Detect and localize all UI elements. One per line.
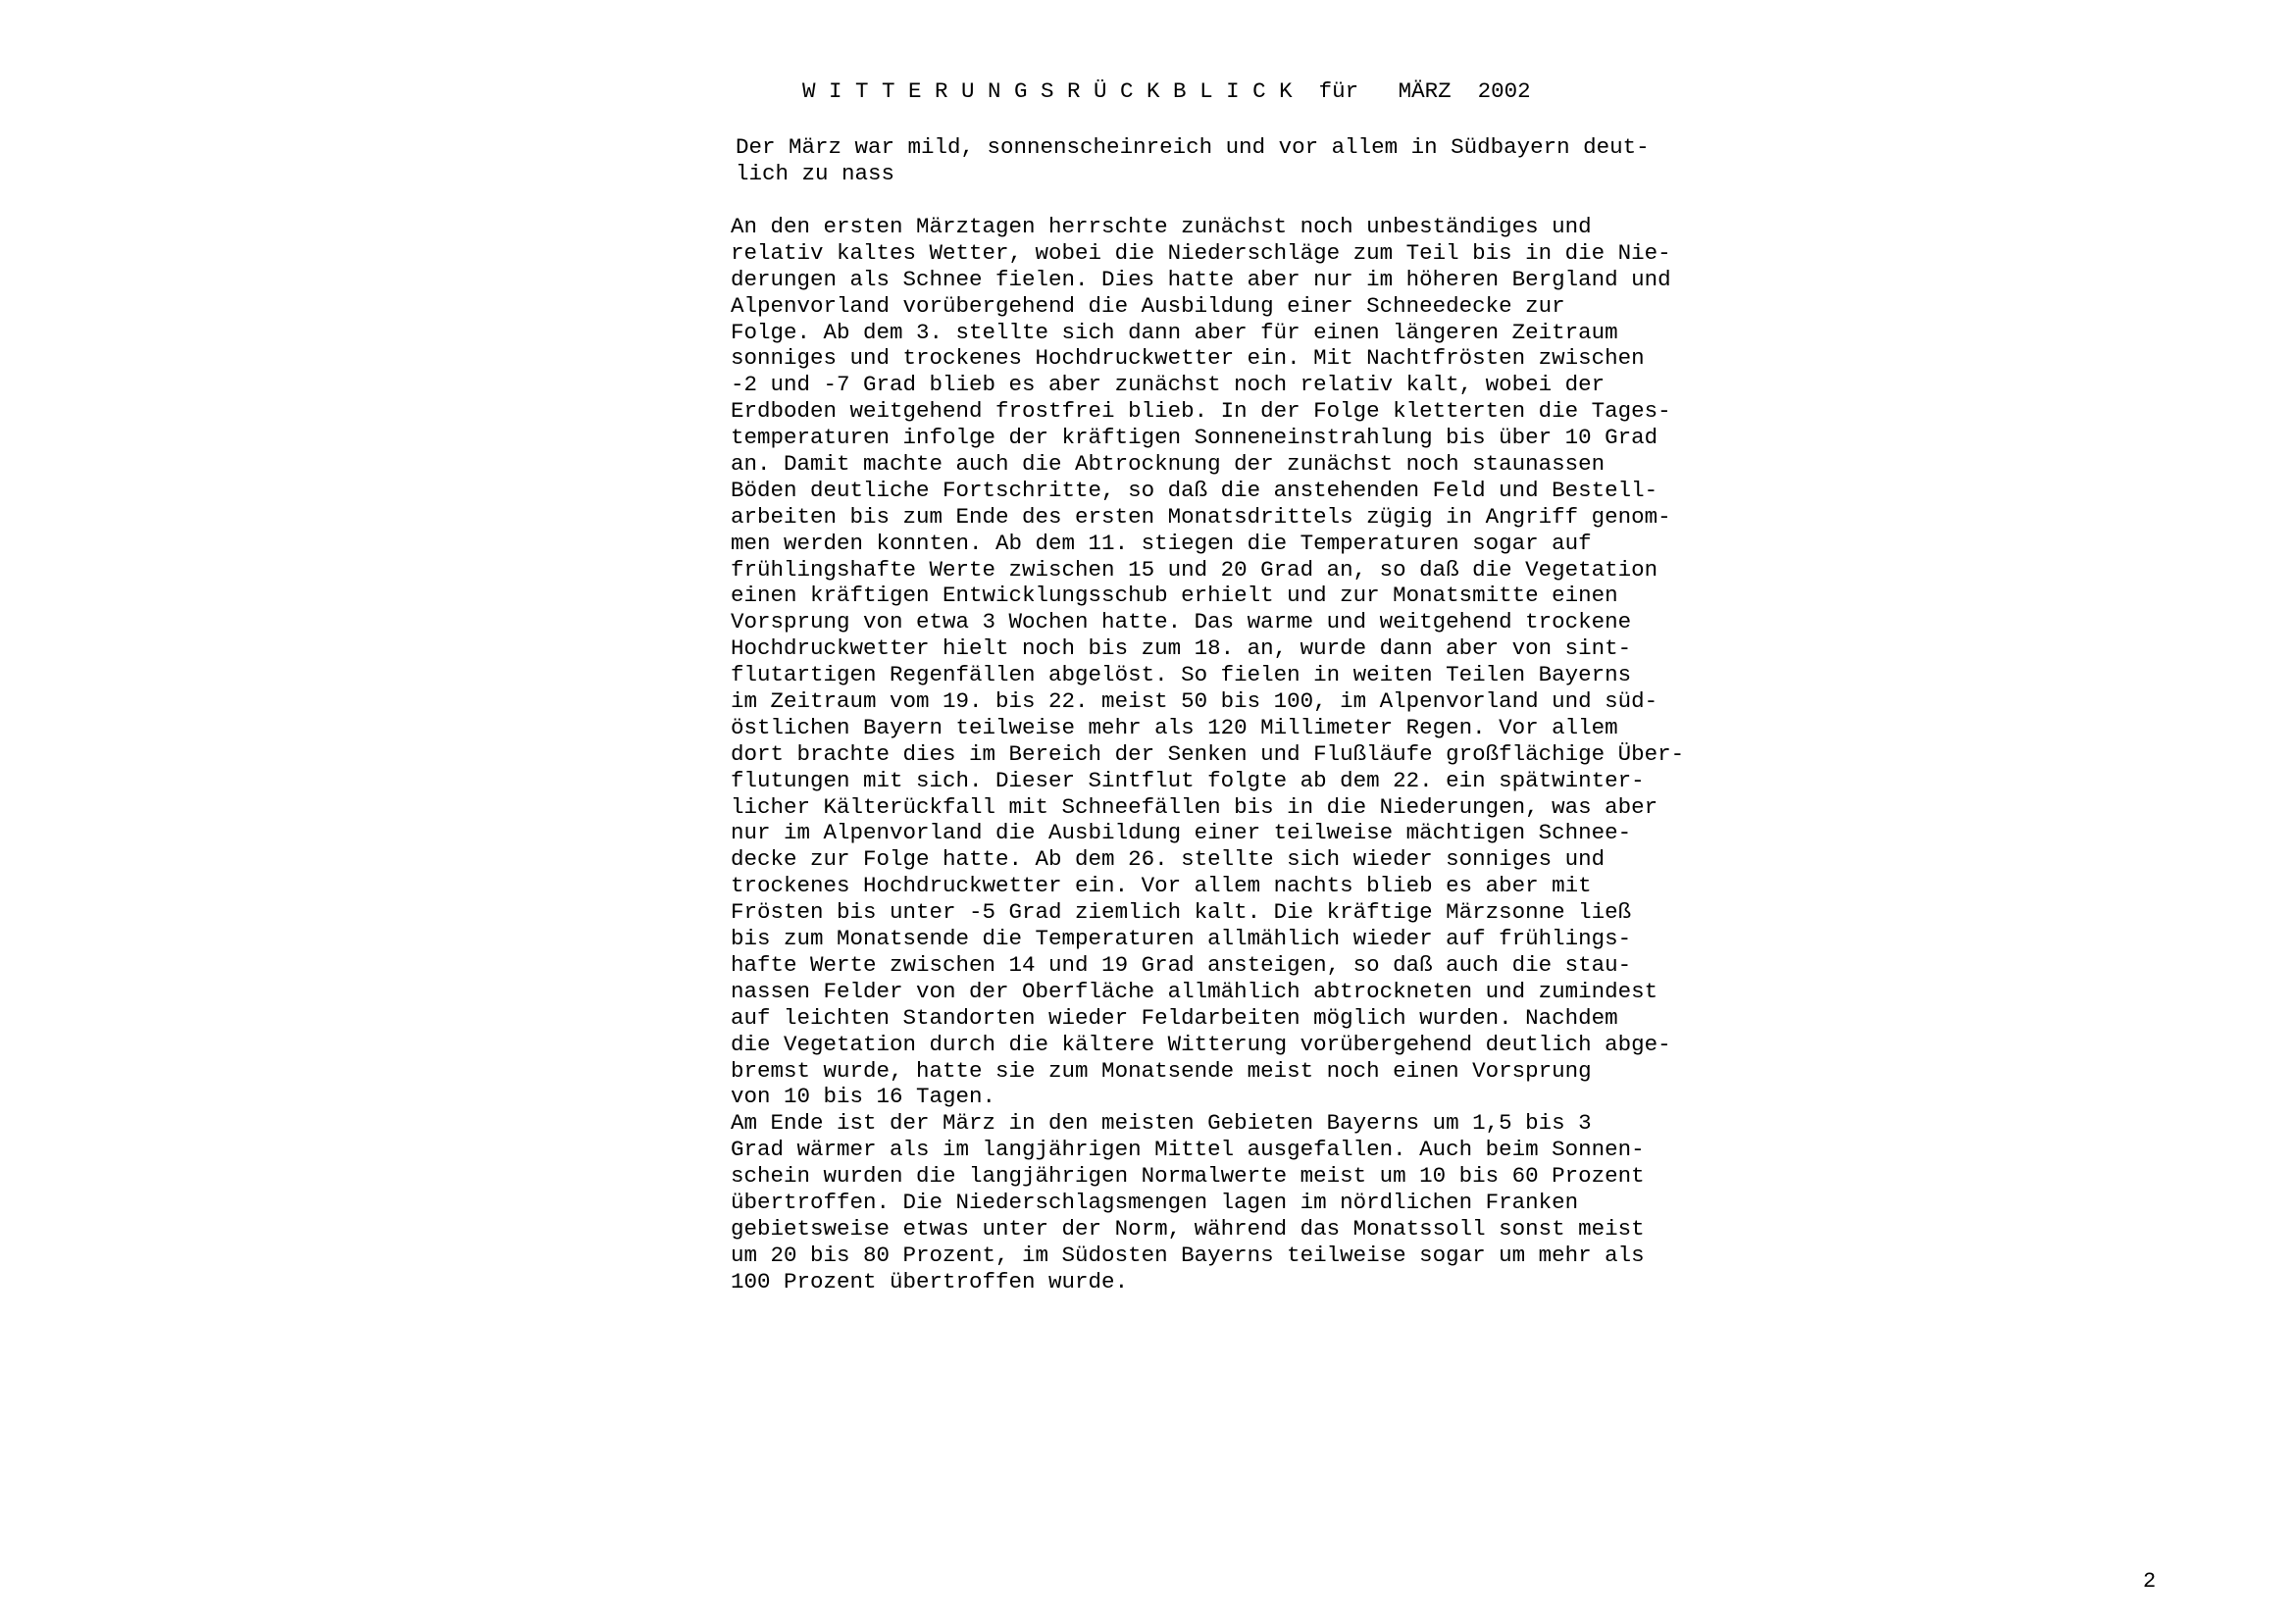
- body-line: flutungen mit sich. Dieser Sintflut folgte ab dem 22. ein spätwinter-: [731, 767, 1645, 793]
- body-line: Hochdruckwetter hielt noch bis zum 18. an, wurde dann aber von sint-: [731, 635, 1632, 662]
- body-line: arbeiten bis zum Ende des ersten Monatsdrittels zügig in Angriff genom-: [731, 503, 1671, 530]
- body-line: relativ kaltes Wetter, wobei die Niederschläge zum Teil bis in die Nie-: [731, 239, 1671, 266]
- body-line: Grad wärmer als im langjährigen Mittel ausgefallen. Auch beim Sonnen-: [731, 1137, 1645, 1163]
- body-line: -2 und -7 Grad blieb es aber zunächst noch relativ kalt, wobei der: [731, 372, 1606, 398]
- body-line: an. Damit machte auch die Abtrocknung der zunächst noch staunassen: [731, 451, 1606, 478]
- body-line: die Vegetation durch die kältere Witterung vorübergehend deutlich abge-: [731, 1031, 1671, 1057]
- body-line: flutartigen Regenfällen abgelöst. So fielen in weiten Teilen Bayerns: [731, 662, 1632, 688]
- body-line: decke zur Folge hatte. Ab dem 26. stellte sich wieder sonniges und: [731, 846, 1606, 873]
- body-line: nur im Alpenvorland die Ausbildung einer teilweise mächtigen Schnee-: [731, 820, 1632, 846]
- subtitle: [736, 134, 1650, 187]
- body-line: temperaturen infolge der kräftigen Sonneneinstrahlung bis über 10 Grad: [731, 425, 1658, 451]
- body-text: [731, 214, 1684, 1295]
- body-line: bremst wurde, hatte sie zum Monatsende meist noch einen Vorsprung: [731, 1057, 1592, 1084]
- body-line: 100 Prozent übertroffen wurde.: [731, 1268, 1129, 1294]
- body-line: übertroffen. Die Niederschlagsmengen lagen im nördlichen Franken: [731, 1189, 1579, 1215]
- body-line: einen kräftigen Entwicklungsschub erhielt und zur Monatsmitte einen: [731, 583, 1618, 609]
- page-title: W I T T E R U N G S R Ü C K B L I C K für MÄRZ 2002: [802, 78, 1531, 104]
- body-line: schein wurden die langjährigen Normalwerte meist um 10 bis 60 Prozent: [731, 1163, 1645, 1190]
- body-line: nassen Felder von der Oberfläche allmählich abtrockneten und zumindest: [731, 978, 1658, 1004]
- body-line: im Zeitraum vom 19. bis 22. meist 50 bis 100, im Alpenvorland und süd-: [731, 688, 1658, 715]
- body-line: Folge. Ab dem 3. stellte sich dann aber für einen längeren Zeitraum: [731, 319, 1618, 345]
- body-line: licher Kälterückfall mit Schneefällen bis in die Niederungen, was aber: [731, 793, 1658, 820]
- subtitle-line: lich zu nass: [736, 160, 895, 186]
- body-line: men werden konnten. Ab dem 11. stiegen die Temperaturen sogar auf: [731, 530, 1592, 556]
- body-line: An den ersten Märztagen herrschte zunächst noch unbeständiges und: [731, 214, 1592, 239]
- body-line: um 20 bis 80 Prozent, im Südosten Bayerns teilweise sogar um mehr als: [731, 1242, 1645, 1268]
- body-line: derungen als Schnee fielen. Dies hatte aber nur im höheren Bergland und: [731, 266, 1671, 292]
- body-line: Frösten bis unter -5 Grad ziemlich kalt. Die kräftige Märzsonne ließ: [731, 899, 1632, 926]
- body-line: von 10 bis 16 Tagen.: [731, 1084, 996, 1110]
- body-line: frühlingshafte Werte zwischen 15 und 20 Grad an, so daß die Vegetation: [731, 556, 1658, 583]
- body-line: gebietsweise etwas unter der Norm, während das Monatssoll sonst meist: [731, 1215, 1645, 1242]
- body-line: Böden deutliche Fortschritte, so daß die anstehenden Feld und Bestell-: [731, 477, 1658, 503]
- body-line: trockenes Hochdruckwetter ein. Vor allem nachts blieb es aber mit: [731, 873, 1592, 899]
- body-line: östlichen Bayern teilweise mehr als 120 Millimeter Regen. Vor allem: [731, 714, 1618, 740]
- body-line: auf leichten Standorten wieder Feldarbeiten möglich wurden. Nachdem: [731, 1004, 1618, 1031]
- body-line: Alpenvorland vorübergehend die Ausbildung einer Schneedecke zur: [731, 292, 1565, 319]
- subtitle-line: Der März war mild, sonnenscheinreich und vor allem in Südbayern deut-: [736, 134, 1650, 160]
- body-line: dort brachte dies im Bereich der Senken und Flußläufe großflächige Über-: [731, 740, 1685, 767]
- body-line: bis zum Monatsende die Temperaturen allmählich wieder auf frühlings-: [731, 926, 1632, 952]
- body-line: Erdboden weitgehend frostfrei blieb. In der Folge kletterten die Tages-: [731, 398, 1671, 425]
- body-line: hafte Werte zwischen 14 und 19 Grad ansteigen, so daß auch die stau-: [731, 951, 1632, 978]
- body-line: sonniges und trockenes Hochdruckwetter ein. Mit Nachtfrösten zwischen: [731, 345, 1645, 372]
- body-line: Am Ende ist der März in den meisten Gebieten Bayerns um 1,5 bis 3: [731, 1110, 1592, 1137]
- body-line: Vorsprung von etwa 3 Wochen hatte. Das warme und weitgehend trockene: [731, 609, 1632, 635]
- page-number: 2: [2143, 1569, 2157, 1594]
